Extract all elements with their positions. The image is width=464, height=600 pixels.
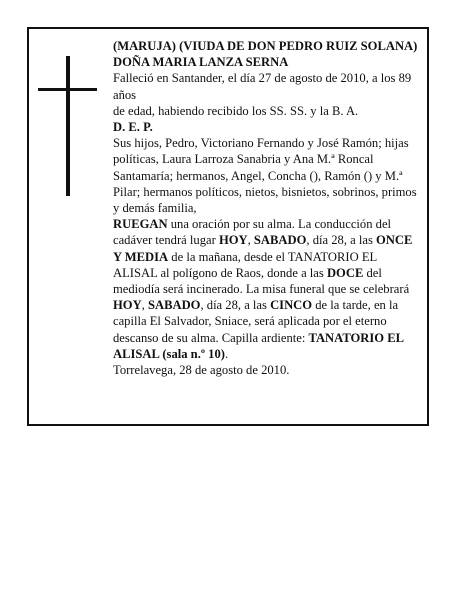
hoy-1: HOY xyxy=(218,233,248,248)
ceremony-t4: del mediodía será incinerado. La misa funeral que se celebrará xyxy=(113,265,410,297)
cross-icon-bar xyxy=(38,88,97,91)
ceremony-t1: una oración por su alma. La conducción del cadáver tendrá lugar xyxy=(113,217,392,248)
ceremony-t6: de la tarde, en la capilla El Salvador, Sniace, será aplicada por el eterno descanso de su alma. Capilla ardiente: xyxy=(113,298,399,345)
cinco: CINCO xyxy=(270,298,313,313)
header-line: (MARUJA) (VIUDA DE DON PEDRO RUIZ SOLANA) xyxy=(113,39,418,53)
obituary-text xyxy=(113,38,423,378)
place-date: Torrelavega, 28 de agosto de 2010. xyxy=(113,363,290,378)
comma-1: , xyxy=(247,233,254,248)
ceremony-text xyxy=(113,216,423,362)
family-text: Sus hijos, Pedro, Victoriano Fernando y José Ramón; hijas políticas, Laura Larroza Sanabria y Ana M.ª Roncal Santamaría; hermanos, Angel, Concha (), Ramón () y M.ª Pilar; hermanos políticos, nietos, bisnietos, sobrinos, primos y demás familia, xyxy=(113,136,417,216)
sacraments-line: de edad, habiendo recibido los SS. SS. y la B. A. xyxy=(113,103,359,118)
once-y-media: ONCE Y MEDIA xyxy=(113,233,413,264)
sabado-2: SABADO xyxy=(147,298,201,313)
ceremony-t5: , día 28, a las xyxy=(200,298,271,313)
rip-line: D. E. P. xyxy=(113,120,153,135)
hoy-2: HOY xyxy=(113,298,142,313)
tanatorio: TANATORIO EL ALISAL (sala n.º 10) xyxy=(113,330,404,361)
comma-2: , xyxy=(141,298,148,313)
doce: DOCE xyxy=(326,265,364,280)
cross-icon xyxy=(66,56,70,196)
sabado-1: SABADO xyxy=(253,233,307,248)
ceremony-t3: de la mañana, desde el TANATORIO EL ALISAL al polígono de Raos, donde a las xyxy=(113,249,377,280)
ceremony-t2: , día 28, a las xyxy=(306,233,377,248)
ruegan: RUEGAN xyxy=(113,217,168,232)
deceased-name: DOÑA MARIA LANZA SERNA xyxy=(113,55,289,70)
died-line: Falleció en Santander, el día 27 de agosto de 2010, a los 89 años xyxy=(113,71,412,102)
ceremony-t7: . xyxy=(224,346,229,361)
